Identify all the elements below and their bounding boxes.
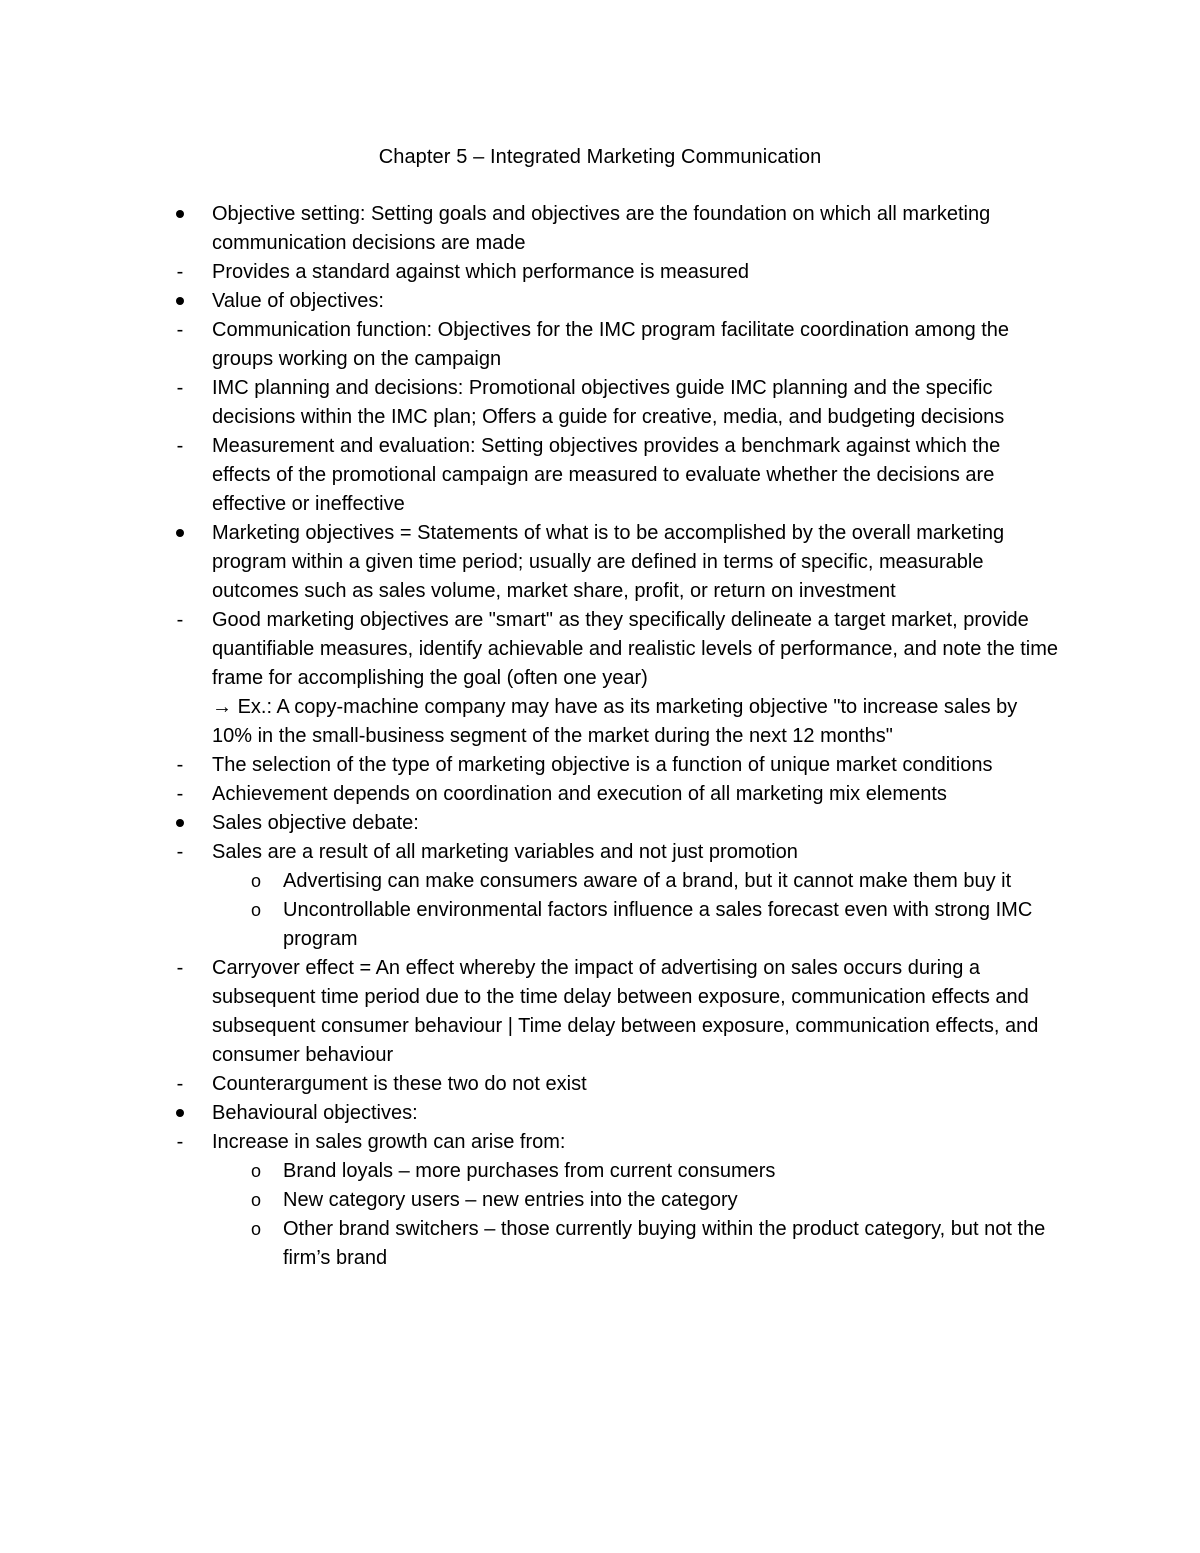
list-item-text: The selection of the type of marketing objective is a function of unique market conditions: [212, 754, 993, 776]
sub-list-item: [0, 1157, 1200, 1186]
dash-marker: -: [176, 1131, 184, 1153]
list-item-text: Increase in sales growth can arise from:: [212, 1131, 566, 1153]
page-title: Chapter 5 – Integrated Marketing Communication: [378, 146, 822, 168]
list-item-text: Sales objective debate:: [212, 812, 419, 834]
list-item-text: Good marketing objectives are "smart" as they specifically delineate a target market, provide quantifiable measures, identify achievable and realistic levels of performance, and note the time frame for accomplishing the goal (often one year): [212, 609, 1059, 689]
circle-bullet-marker: o: [250, 871, 261, 891]
circle-bullet-marker: o: [250, 1190, 261, 1210]
dash-marker: -: [176, 435, 184, 457]
list-item: [0, 809, 1200, 838]
sub-list-item: [0, 1215, 1200, 1273]
sub-list-item-text: Uncontrollable environmental factors influence a sales forecast even with strong IMC program: [283, 899, 1033, 950]
list-item: [0, 954, 1200, 1070]
list-item: [0, 606, 1200, 693]
list-item: [0, 751, 1200, 780]
dash-marker: -: [176, 319, 184, 341]
dash-marker: -: [176, 609, 184, 631]
sub-list-item: [0, 896, 1200, 954]
sub-list-item-text: Brand loyals – more purchases from current consumers: [283, 1160, 776, 1182]
list-item-text: Objective setting: Setting goals and objectives are the foundation on which all marketing communication decisions are made: [212, 203, 991, 254]
list-item: [0, 519, 1200, 606]
dash-marker: -: [176, 754, 184, 776]
list-item-text: Achievement depends on coordination and execution of all marketing mix elements: [212, 783, 947, 805]
list-item: [0, 1070, 1200, 1099]
list-item: [0, 1128, 1200, 1157]
dash-marker: -: [176, 1073, 184, 1095]
example-text: Ex.: A copy-machine company may have as its marketing objective "to increase sales by 10% in the small-business segment of the market during the next 12 months": [212, 696, 1018, 747]
list-item: [0, 200, 1200, 258]
list-item-text: Provides a standard against which performance is measured: [212, 261, 749, 283]
list-item: [0, 258, 1200, 287]
list-item-text: Measurement and evaluation: Setting objectives provides a benchmark against which the effects of the promotional campaign are measured to evaluate whether the decisions are effective or ineffective: [212, 435, 1001, 515]
list-item: [0, 287, 1200, 316]
list-item-text: Marketing objectives = Statements of what is to be accomplished by the overall marketing program within a given time period; usually are defined in terms of specific, measurable outcomes such as sales volume, market share, profit, or return on investment: [212, 522, 1005, 602]
list-item-text: Behavioural objectives:: [212, 1102, 418, 1124]
list-item: [0, 432, 1200, 519]
example-item: [0, 693, 1200, 751]
list-item-text: IMC planning and decisions: Promotional objectives guide IMC planning and the specific decisions within the IMC plan; Offers a guide for creative, media, and budgeting decisions: [212, 377, 1005, 428]
circle-bullet-marker: o: [250, 900, 261, 920]
list-item: [0, 374, 1200, 432]
list-item: [0, 838, 1200, 867]
dash-marker: -: [176, 377, 184, 399]
notes-list: [0, 200, 1200, 1273]
list-item: [0, 1099, 1200, 1128]
dash-marker: -: [176, 783, 184, 805]
list-item-text: Value of objectives:: [212, 290, 384, 312]
list-item-text: Sales are a result of all marketing variables and not just promotion: [212, 841, 798, 863]
sub-list-item: [0, 1186, 1200, 1215]
sub-list-item-text: Advertising can make consumers aware of a brand, but it cannot make them buy it: [283, 870, 1012, 892]
arrow-right-icon: →: [212, 696, 232, 718]
dash-marker: -: [176, 261, 184, 283]
sub-list-item: [0, 867, 1200, 896]
sub-list-item-text: New category users – new entries into the category: [283, 1189, 738, 1211]
circle-bullet-marker: o: [250, 1161, 261, 1181]
list-item-text: Counterargument is these two do not exist: [212, 1073, 587, 1095]
dash-marker: -: [176, 841, 184, 863]
circle-bullet-marker: o: [250, 1219, 261, 1239]
list-item-text: Carryover effect = An effect whereby the impact of advertising on sales occurs during a subsequent time period due to the time delay between exposure, communication effects and subsequent consumer behaviour | Time delay between exposure, communication effects, and consumer behaviour: [212, 957, 1039, 1066]
list-item: [0, 780, 1200, 809]
list-item-text: Communication function: Objectives for the IMC program facilitate coordination among the groups working on the campaign: [212, 319, 1010, 370]
sub-list-item-text: Other brand switchers – those currently buying within the product category, but not the firm’s brand: [283, 1218, 1046, 1269]
dash-marker: -: [176, 957, 184, 979]
list-item: [0, 316, 1200, 374]
